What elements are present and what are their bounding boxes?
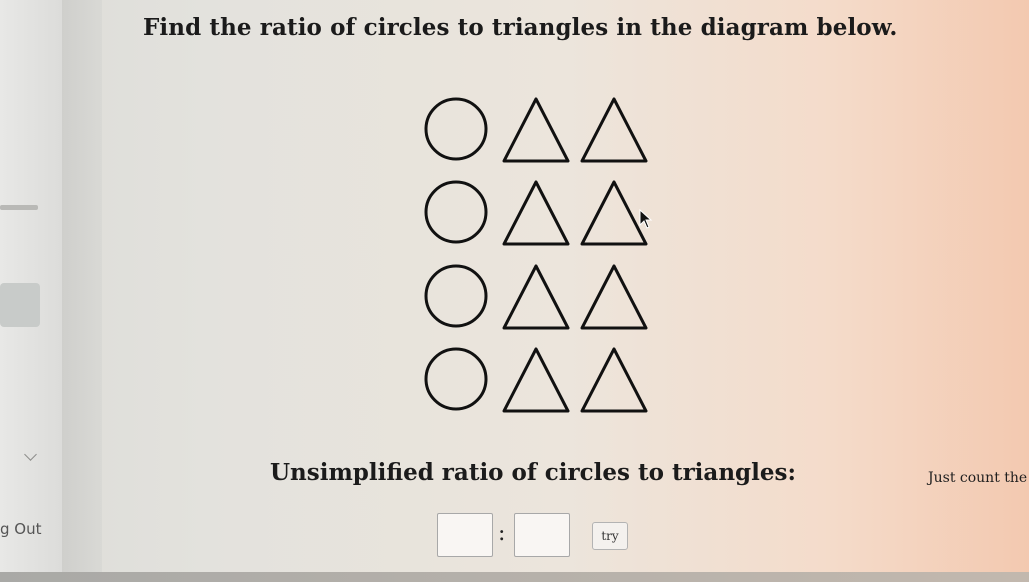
circle-shape <box>420 178 492 248</box>
bottom-bar <box>0 572 1029 582</box>
triangle-shape <box>500 262 572 332</box>
mouse-cursor-icon <box>639 209 653 229</box>
sidebar-partial-label[interactable]: g Out <box>0 520 42 538</box>
shape-row <box>415 95 655 165</box>
triangle-shape <box>500 345 572 415</box>
circles-answer-input[interactable] <box>437 513 493 557</box>
triangle-shape <box>578 345 650 415</box>
left-panel-divider <box>0 205 38 210</box>
shape-row <box>415 262 655 332</box>
ratio-separator: : <box>498 521 506 546</box>
left-panel-edge <box>62 0 102 582</box>
ratio-prompt: Unsimplified ratio of circles to triangles: <box>270 459 796 486</box>
shape-row <box>415 178 655 248</box>
triangle-shape <box>500 95 572 165</box>
try-button[interactable]: try <box>592 522 628 550</box>
question-text: Find the ratio of circles to triangles in the diagram below. <box>143 14 898 41</box>
circle-shape <box>420 345 492 415</box>
triangle-shape <box>578 262 650 332</box>
hint-text: Just count the <box>928 470 1028 486</box>
shape-row <box>415 345 655 415</box>
triangle-shape <box>578 95 650 165</box>
left-panel-button[interactable] <box>0 283 40 327</box>
triangles-answer-input[interactable] <box>514 513 570 557</box>
triangle-shape <box>500 178 572 248</box>
shape-diagram <box>415 95 655 415</box>
circle-shape <box>420 262 492 332</box>
circle-shape <box>420 95 492 165</box>
